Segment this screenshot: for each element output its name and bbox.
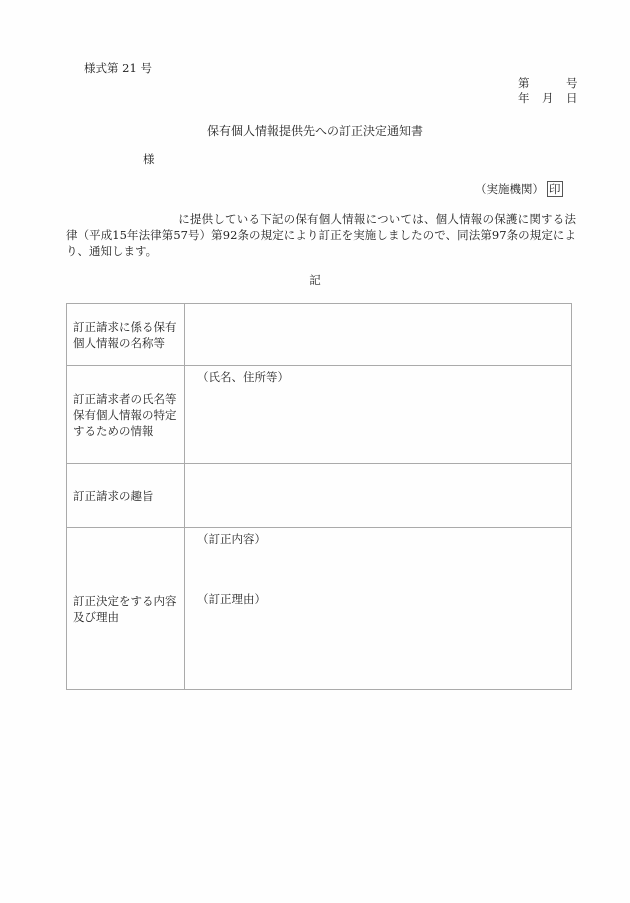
issuer [475,181,563,197]
value-note: （訂正理由） [197,592,266,606]
personal-info-name-field[interactable] [185,304,572,366]
row-label [67,464,185,528]
label-line: するための情報 [73,423,154,438]
value-note: （氏名、住所等） [197,370,289,384]
row-label [67,304,185,366]
row-label [67,366,185,464]
ki-heading: 記 [309,273,321,287]
doc-number-suffix: 号 [566,76,578,90]
table-row [67,366,572,464]
label-line: 保有個人情報の特定 [73,407,177,422]
label-line: 及び理由 [73,609,119,624]
label-line: 訂正請求に係る保有 [73,319,177,334]
doc-number-prefix: 第 [518,76,530,90]
issuer-label: （実施機関） [475,182,544,196]
label-line: 訂正請求の趣旨 [73,488,154,503]
correction-details-table [66,303,572,690]
body-paragraph [66,211,576,259]
label-line: 訂正決定をする内容 [73,593,177,608]
body-text: に提供している下記の保有個人情報については、個人情報の保護に関する法律（平成15年法律第57号）第92条の規定により訂正を実施しましたので、同法第97条の規定により、通知します。 [66,212,576,258]
document-title: 保有個人情報提供先への訂正決定通知書 [206,124,423,138]
request-purpose-field[interactable] [185,464,572,528]
seal-mark: 印 [549,182,561,196]
addressee-suffix: 様 [143,152,155,166]
value-note: （訂正内容） [197,532,266,546]
date-month: 月 [542,91,554,105]
requester-info-field[interactable] [185,366,572,464]
table-row [67,528,572,690]
form-number: 様式第 21 号 [84,61,152,75]
label-line: 訂正請求者の氏名等 [73,391,177,406]
date-year: 年 [518,91,530,105]
decision-content-field[interactable] [185,528,572,690]
row-label [67,528,185,690]
table-row [67,304,572,366]
label-line: 個人情報の名称等 [73,335,165,350]
table-row [67,464,572,528]
date-day: 日 [566,91,578,105]
